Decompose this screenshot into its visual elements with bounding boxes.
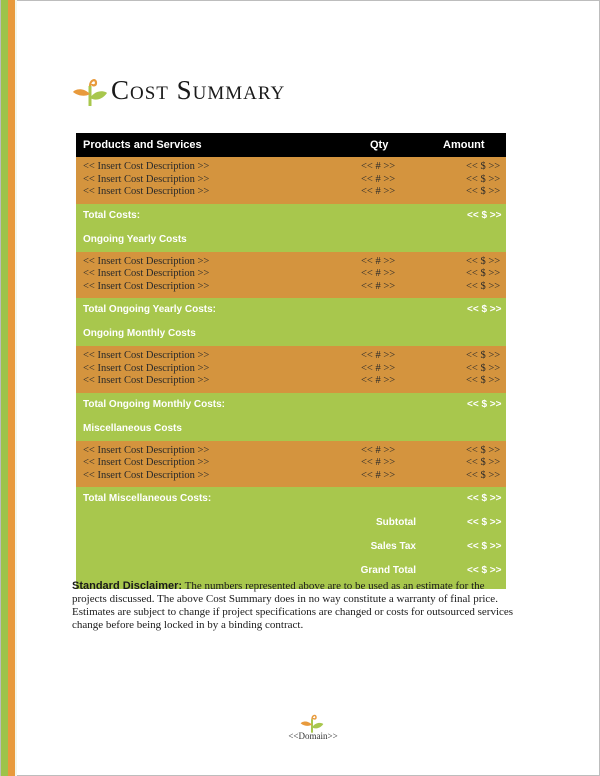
row-qty: << # >>	[361, 350, 396, 361]
total-label: Total Ongoing Yearly Costs:	[83, 304, 216, 315]
section-green-block	[76, 393, 506, 441]
total-row	[76, 204, 506, 228]
row-qty: << # >>	[361, 469, 396, 481]
total-value: << $ >>	[467, 493, 502, 504]
subtotal-row	[76, 511, 506, 535]
section-heading-row	[76, 322, 506, 346]
cost-rows-block	[76, 441, 506, 488]
table-row	[76, 363, 506, 376]
disclaimer-text: The numbers represented above are to be used as an estimate for the projects discussed. The above Cost Summary does in no way constitute a warranty of final price. Estimates are subject to change if project specifications are changed or costs for outsourced services change before being locked in by a binding contract.	[72, 580, 514, 631]
table-row	[76, 268, 506, 281]
total-label: Total Ongoing Monthly Costs:	[83, 398, 226, 410]
total-label: Total Costs:	[83, 209, 141, 221]
total-row	[76, 487, 506, 511]
total-value: << $ >>	[467, 209, 502, 221]
row-qty: << # >>	[361, 444, 396, 456]
disclaimer-label: Standard Disclaimer:	[72, 580, 183, 592]
total-value: << $ >>	[467, 304, 502, 315]
page-title: Cost Summary	[111, 75, 286, 105]
table-row	[76, 174, 506, 187]
row-desc: << Insert Cost Description >>	[83, 280, 210, 292]
row-amount: << $ >>	[466, 350, 501, 361]
header-amount: Amount	[443, 139, 485, 151]
header-products: Products and Services	[83, 139, 202, 151]
row-desc: << Insert Cost Description >>	[83, 444, 210, 456]
row-qty: << # >>	[361, 173, 396, 185]
row-qty: << # >>	[361, 280, 396, 292]
sales-tax-row	[76, 535, 506, 559]
section-heading-row	[76, 228, 506, 252]
total-value: << $ >>	[467, 398, 502, 410]
row-qty: << # >>	[361, 186, 396, 197]
section-green-block	[76, 298, 506, 346]
row-qty: << # >>	[361, 268, 396, 279]
table-row	[76, 281, 506, 294]
left-stripe-orange	[8, 0, 15, 776]
cost-rows-block	[76, 157, 506, 204]
total-row	[76, 393, 506, 417]
section-heading: Miscellaneous Costs	[83, 422, 182, 434]
table-row	[76, 161, 506, 174]
row-amount: << $ >>	[466, 375, 501, 386]
total-row	[76, 298, 506, 322]
row-qty: << # >>	[361, 457, 396, 468]
section-green-block	[76, 204, 506, 252]
cost-rows-block	[76, 252, 506, 299]
header-qty: Qty	[370, 139, 389, 151]
row-desc: << Insert Cost Description >>	[83, 186, 210, 197]
row-desc: << Insert Cost Description >>	[83, 161, 210, 172]
table-row	[76, 457, 506, 470]
table-row	[76, 256, 506, 269]
row-amount: << $ >>	[466, 362, 501, 374]
sales-tax-value: << $ >>	[467, 541, 502, 552]
row-desc: << Insert Cost Description >>	[83, 173, 210, 185]
table-row	[76, 186, 506, 199]
summary-green-block	[76, 487, 506, 589]
cost-table	[76, 133, 506, 589]
table-row	[76, 470, 506, 483]
row-amount: << $ >>	[466, 186, 501, 197]
row-amount: << $ >>	[466, 469, 501, 481]
row-amount: << $ >>	[466, 161, 501, 172]
row-amount: << $ >>	[466, 280, 501, 292]
table-row	[76, 375, 506, 388]
row-amount: << $ >>	[466, 173, 501, 185]
row-qty: << # >>	[361, 161, 396, 172]
row-desc: << Insert Cost Description >>	[83, 457, 210, 468]
section-heading-row	[76, 417, 506, 441]
table-row	[76, 445, 506, 458]
row-amount: << $ >>	[466, 268, 501, 279]
footer-domain: <<Domain>>	[288, 731, 338, 741]
row-desc: << Insert Cost Description >>	[83, 350, 210, 361]
row-amount: << $ >>	[466, 255, 501, 267]
grand-total-value: << $ >>	[467, 565, 502, 576]
table-header	[76, 133, 506, 157]
row-amount: << $ >>	[466, 457, 501, 468]
total-label: Total Miscellaneous Costs:	[83, 493, 212, 504]
row-desc: << Insert Cost Description >>	[83, 469, 210, 481]
left-stripe-gap	[15, 0, 17, 776]
row-qty: << # >>	[361, 375, 396, 386]
section-heading: Ongoing Monthly Costs	[83, 328, 196, 339]
sprout-leaf-icon	[72, 72, 108, 108]
subtotal-label: Subtotal	[376, 517, 416, 528]
left-stripe-green	[1, 0, 8, 776]
row-qty: << # >>	[361, 255, 396, 267]
row-qty: << # >>	[361, 362, 396, 374]
row-amount: << $ >>	[466, 444, 501, 456]
row-desc: << Insert Cost Description >>	[83, 268, 210, 279]
grand-total-label: Grand Total	[360, 565, 416, 576]
disclaimer	[72, 580, 520, 632]
subtotal-value: << $ >>	[467, 517, 502, 528]
section-heading: Ongoing Yearly Costs	[83, 233, 187, 245]
row-desc: << Insert Cost Description >>	[83, 255, 210, 267]
sales-tax-label: Sales Tax	[370, 541, 416, 552]
cost-rows-block	[76, 346, 506, 393]
row-desc: << Insert Cost Description >>	[83, 362, 210, 374]
row-desc: << Insert Cost Description >>	[83, 375, 210, 386]
table-row	[76, 350, 506, 363]
